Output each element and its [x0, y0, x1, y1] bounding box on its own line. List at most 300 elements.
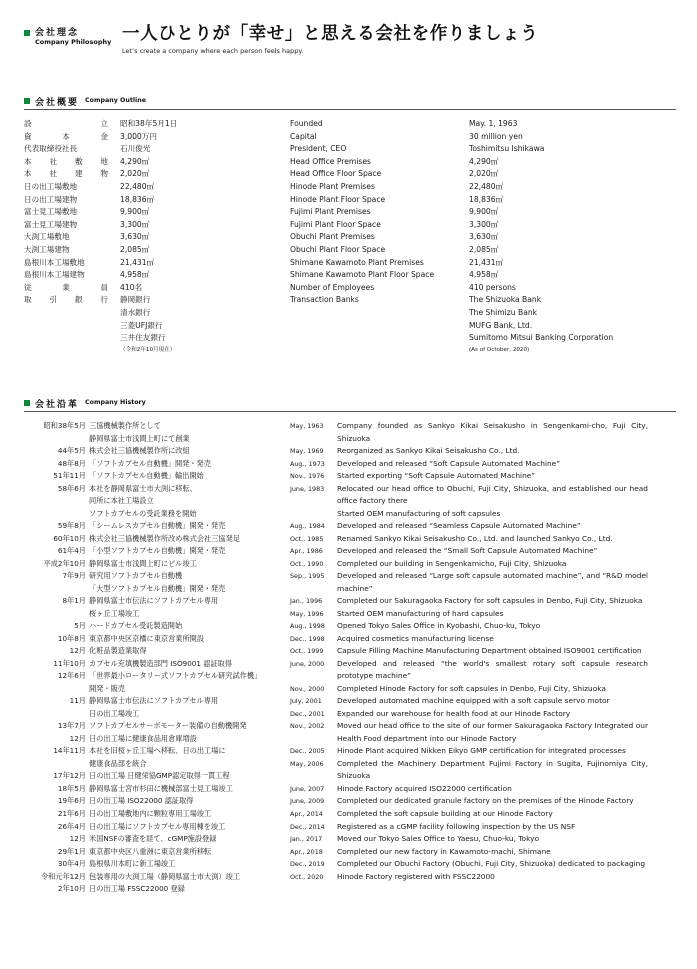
- history-date-en: May, 1963: [290, 422, 324, 430]
- history-date-en: Nov., 1976: [290, 472, 325, 481]
- philosophy-subtitle: Let’s create a company where each person feels happy.: [122, 47, 304, 55]
- history-text-jp: ソフトカプセルの受託業務を開始: [89, 508, 197, 518]
- history-date-jp: 14年11月: [53, 746, 86, 756]
- history-text-jp: 米国NSFの審査を経て、cGMP施設登録: [89, 834, 217, 844]
- history-date-jp: 18年5月: [57, 783, 86, 793]
- history-text-en: Developed and released “Soft Capsule Automated Machine”: [337, 458, 561, 468]
- history-date-jp: 30年4月: [57, 859, 86, 869]
- history-row-en: [290, 695, 690, 708]
- history-row-jp: [24, 583, 286, 596]
- history-row-en: [290, 620, 690, 633]
- history-row-jp: [24, 846, 286, 859]
- outline-label-en: Founded: [290, 119, 323, 128]
- history-row-en: [290, 745, 690, 758]
- outline-row: [24, 206, 674, 219]
- history-text-jp: 日の出工場敷地内に顆粒専用工場竣工: [89, 808, 212, 818]
- history-text-en: Expanded our warehouse for health food at our Hinode Factory: [337, 708, 571, 718]
- history-date-jp: 48年8月: [57, 458, 86, 468]
- history-date-jp: 11月: [69, 696, 86, 706]
- history-list-en: [290, 420, 690, 883]
- history-row-en: [290, 520, 690, 533]
- history-date-en: June, 2000: [290, 659, 325, 668]
- section-divider: [24, 109, 676, 110]
- outline-row: [24, 269, 674, 282]
- outline-row: [24, 257, 674, 270]
- history-row-en: [290, 658, 690, 683]
- outline-label-jp: 大渕工場建物: [24, 244, 70, 254]
- history-text-en: Opened Tokyo Sales Office in Kyobashi, Chuo-ku, Tokyo: [337, 621, 541, 631]
- history-row-en: [290, 846, 690, 859]
- outline-value-en: The Shimizu Bank: [469, 307, 538, 317]
- outline-value-en: 2,020㎡: [469, 169, 499, 179]
- outline-label-jp: 富士見工場敷地: [24, 207, 78, 217]
- history-text-jp: 化粧品製造業取得: [89, 646, 147, 656]
- history-row-jp: [24, 633, 286, 646]
- history-text-jp: 株式会社三協機械製作所に改組: [89, 446, 190, 456]
- outline-row: [24, 118, 674, 131]
- history-date-jp: 8年1月: [62, 596, 86, 606]
- outline-value-jp: 静岡銀行: [120, 295, 151, 305]
- philosophy-section: [18, 22, 697, 72]
- history-row-jp: [24, 470, 286, 483]
- outline-value-en: 2,085㎡: [469, 244, 499, 254]
- history-row-jp: [24, 720, 286, 733]
- outline-value-jp: 清水銀行: [120, 307, 151, 317]
- history-text-jp: 包装専用の大渕工場（静岡県富士市大渕）竣工: [89, 871, 240, 881]
- history-text-jp: 健康食品部を統合: [89, 758, 147, 768]
- history-row-jp: [24, 708, 286, 721]
- philosophy-label-en: Company Philosophy: [35, 38, 112, 46]
- history-row-en: [290, 833, 690, 846]
- history-row-jp: [24, 821, 286, 834]
- history-date-en: Aug., 1998: [290, 622, 325, 631]
- history-text-jp: 日の出工場 日健栄協GMP認定取得一貫工程: [89, 771, 230, 781]
- outline-value-en: 30 million yen: [469, 131, 523, 141]
- history-row-jp: [24, 758, 286, 771]
- history-row-en: [290, 533, 690, 546]
- outline-row: [24, 231, 674, 244]
- history-row-jp: [24, 683, 286, 696]
- outline-label-jp: 設 立: [24, 119, 108, 128]
- history-date-en: June, 2009: [290, 797, 325, 806]
- history-date-jp: 60年10月: [53, 533, 86, 543]
- history-row-jp: [24, 458, 286, 471]
- section-marker-icon: [24, 30, 30, 36]
- history-text-en: Started exporting “Soft Capsule Automated Machine”: [337, 471, 536, 481]
- history-row-jp: [24, 545, 286, 558]
- history-text-en: Developed and released “Large soft capsule automated machine”, and “R&D model machine”: [337, 571, 648, 593]
- history-date-en: Dec., 1998: [290, 634, 325, 643]
- history-row-en: [290, 458, 690, 471]
- outline-row: [24, 244, 674, 257]
- philosophy-label-jp: 会社理念: [35, 28, 80, 38]
- outline-label-jp: 本 社 敷 地: [24, 156, 108, 166]
- history-date-en: May, 1969: [290, 447, 324, 456]
- outline-label-jp: 富士見工場建物: [24, 219, 78, 229]
- outline-value-jp: 2,020㎡: [120, 169, 150, 179]
- history-text-jp: 「世界最小ロータリー式ソフトカプセル研究試作機」: [89, 671, 262, 681]
- history-row-jp: [24, 871, 286, 884]
- outline-value-jp: 石川俊光: [120, 144, 151, 154]
- history-text-jp: カプセル充填機製造部門 ISO9001 認証取得: [89, 658, 232, 668]
- history-date-jp: 昭和38年5月: [43, 421, 86, 430]
- history-text-en: Completed our new factory in Kawamoto-machi, Shimane: [337, 846, 551, 856]
- history-row-en: [290, 795, 690, 808]
- outline-label-jp: 本 社 建 物: [24, 169, 108, 179]
- history-text-jp: 本社を静岡県富士市大渕に移転、: [89, 483, 197, 493]
- outline-value-jp: 3,000万円: [120, 131, 157, 141]
- history-row-jp: [24, 795, 286, 808]
- history-text-en: Registered as a cGMP facility following inspection by the US NSF: [337, 821, 576, 831]
- history-text-en: Moved our head office to the site of our former Sakuragaoka Factory Integrated our Health Food department into our Hinode Factory: [337, 721, 648, 743]
- history-text-en: Developed and released “the world's smallest rotary soft capsule research prototype machine”: [337, 658, 648, 681]
- outline-label-en: Shimane Kawamoto Plant Premises: [290, 257, 424, 267]
- outline-note-en: (As of October, 2020): [469, 346, 530, 353]
- history-text-en: Renamed Sankyo Kikai Seisakusho Co., Ltd. and launched Sankyo Co., Ltd.: [337, 533, 613, 543]
- outline-value-jp: 410名: [120, 282, 143, 292]
- outline-heading: [24, 95, 676, 111]
- outline-value-en: 22,480㎡: [469, 181, 504, 191]
- history-date-jp: 59年8月: [57, 521, 86, 531]
- history-text-en: Completed the soft capsule building at our Hinode Factory: [337, 808, 553, 818]
- history-row-jp: [24, 833, 286, 846]
- history-text-jp: 日の出工場にソフトカプセル専用棟を竣工: [89, 821, 226, 831]
- history-row-jp: [24, 783, 286, 796]
- outline-label-jp: 従 業 員: [24, 282, 108, 292]
- history-date-en: Sep., 1995: [290, 572, 325, 581]
- history-text-en: Reorganized as Sankyo Kikai Seisakusho Co., Ltd.: [337, 446, 520, 456]
- outline-label-jp: 代表取締役社長: [24, 144, 78, 154]
- history-date-en: Dec., 2019: [290, 860, 325, 869]
- history-row-jp: [24, 808, 286, 821]
- history-row-jp: [24, 858, 286, 871]
- history-row-en: [290, 558, 690, 571]
- history-text-en: Company founded as Sankyo Kikai Seisakusho in Sengenkami-cho, Fuji City, Shizuoka: [337, 421, 648, 443]
- outline-value-en: 9,900㎡: [469, 207, 499, 217]
- history-date-jp: 58年6月: [57, 483, 86, 493]
- history-date-en: Dec., 2005: [290, 747, 325, 756]
- history-row-jp: [24, 670, 286, 683]
- history-date-jp: 11年10月: [53, 658, 86, 668]
- outline-value-en: 4,958㎡: [469, 270, 499, 280]
- history-text-jp: 東京都中央区八重洲に東京営業所移転: [89, 846, 212, 856]
- history-text-jp: 開発・販売: [89, 683, 125, 693]
- history-date-en: Nov., 2000: [290, 684, 325, 693]
- outline-row: [24, 219, 674, 232]
- outline-label-en: Obuchi Plant Premises: [290, 232, 375, 242]
- history-row-en: [290, 720, 690, 745]
- outline-value-jp: 9,900㎡: [120, 207, 150, 217]
- outline-label-en: Capital: [290, 131, 317, 141]
- history-text-jp: 日の出工場 FSSC22000 登録: [89, 884, 185, 894]
- history-text-jp: 島根県川本町に新工場竣工: [89, 859, 176, 869]
- history-date-jp: 令和元年12月: [40, 871, 86, 881]
- outline-row: [24, 143, 674, 156]
- history-text-en: Completed Hinode Factory for soft capsules in Denbo, Fuji City, Shizuoka: [337, 683, 606, 693]
- outline-label-en: Fujimi Plant Premises: [290, 207, 371, 217]
- history-text-jp: 同所に本社工場設立: [89, 496, 154, 506]
- history-row-jp: [24, 620, 286, 633]
- history-date-en: Aug., 1973: [290, 459, 325, 468]
- history-text-en: Hinode Factory registered with FSSC22000: [337, 871, 495, 881]
- outline-row: [24, 181, 674, 194]
- history-row-jp: [24, 445, 286, 458]
- history-date-en: Oct., 1985: [290, 534, 324, 543]
- outline-label-en: Number of Employees: [290, 282, 375, 292]
- history-row-en: [290, 508, 690, 521]
- history-row-en: [290, 645, 690, 658]
- history-text-en: Started OEM manufacturing of hard capsules: [337, 608, 504, 618]
- outline-value-jp: 4,290㎡: [120, 156, 150, 166]
- outline-row: [24, 156, 674, 169]
- history-text-en: Moved our Tokyo Sales Office to Yaesu, Chuo-ku, Tokyo: [337, 834, 539, 844]
- outline-row: [24, 282, 674, 295]
- history-row-jp: [24, 608, 286, 621]
- outline-value-jp: 22,480㎡: [120, 181, 155, 191]
- history-text-jp: 静岡県富士宮市杉田に機械部富士見工場竣工: [89, 783, 233, 793]
- outline-row: [24, 131, 674, 144]
- history-text-jp: 静岡県富士市伝法にソフトカプセル専用: [89, 596, 219, 606]
- history-row-en: [290, 758, 690, 783]
- history-date-jp: 26年4月: [57, 821, 86, 831]
- history-text-en: Completed our dedicated granule factory on the premises of the Hinode Factory: [337, 796, 634, 806]
- outline-value-jp: 三井住友銀行: [120, 333, 166, 343]
- history-text-jp: 「ソフトカプセル自動機」開発・発売: [89, 458, 211, 468]
- history-row-en: [290, 483, 690, 508]
- history-date-jp: 12月: [69, 733, 86, 743]
- history-date-en: Aug., 1984: [290, 522, 325, 531]
- history-row-en: [290, 420, 690, 445]
- outline-value-en: 3,300㎡: [469, 219, 499, 229]
- history-text-jp: 桜ヶ丘工場竣工: [89, 608, 140, 618]
- history-date-jp: 21年6月: [57, 808, 86, 818]
- history-row-en: [290, 608, 690, 621]
- history-date-en: Apr., 2014: [290, 809, 323, 818]
- history-text-jp: 日の出工場竣工: [89, 708, 140, 718]
- history-row-jp: [24, 645, 286, 658]
- history-date-en: Dec., 2014: [290, 822, 325, 831]
- history-text-en: Developed and released “Seamless Capsule Automated Machine”: [337, 521, 581, 531]
- history-date-en: Nov., 2002: [290, 722, 325, 731]
- history-text-en: Completed our Obuchi Factory (Obuchi, Fuji City, Shizuoka) dedicated to packaging: [337, 859, 646, 869]
- history-date-en: Apr., 2018: [290, 847, 323, 856]
- history-row-en: [290, 445, 690, 458]
- history-text-en: Acquired cosmetics manufacturing license: [337, 633, 494, 643]
- history-text-jp: 「ソフトカプセル自動機」輸出開始: [89, 471, 204, 481]
- history-row-jp: [24, 595, 286, 608]
- history-text-en: Completed our Sakuragaoka Factory for soft capsules in Denbo, Fuji City, Shizuoka: [337, 596, 643, 606]
- history-row-jp: [24, 745, 286, 758]
- outline-value-jp: 4,958㎡: [120, 270, 150, 280]
- history-heading-en: Company History: [85, 399, 146, 406]
- history-row-jp: [24, 533, 286, 546]
- history-text-jp: 東京都中央区京橋に東京営業所開設: [89, 633, 205, 643]
- history-row-en: [290, 871, 690, 884]
- history-text-en: Completed our building in Sengenkamicho, Fuji City, Shizuoka: [337, 558, 567, 568]
- history-row-en: [290, 708, 690, 721]
- section-divider: [24, 411, 676, 412]
- outline-label-en: Head Office Floor Space: [290, 169, 382, 179]
- outline-label-en: Shimane Kawamoto Plant Floor Space: [290, 270, 435, 280]
- outline-row: [24, 320, 674, 333]
- history-text-jp: 三協機械製作所として: [89, 421, 161, 430]
- outline-label-en: Fujimi Plant Floor Space: [290, 219, 381, 229]
- history-text-en: Completed the Machinery Department Fujimi Factory in Sugita, Fujinomiya City, Shizuoka: [337, 758, 648, 781]
- history-date-en: May, 2006: [290, 759, 324, 768]
- history-row-en: [290, 595, 690, 608]
- history-text-jp: 静岡県富士市伝法にソフトカプセル専用: [89, 696, 219, 706]
- outline-value-en: 3,630㎡: [469, 232, 499, 242]
- history-row-jp: [24, 420, 286, 433]
- outline-value-jp: 21,431㎡: [120, 257, 155, 267]
- history-row-en: [290, 683, 690, 696]
- section-marker-icon: [24, 400, 30, 406]
- history-date-jp: 12月: [69, 646, 86, 656]
- outline-row: [24, 168, 674, 181]
- history-text-jp: ハードカプセル受託製造開始: [89, 621, 183, 631]
- history-row-jp: [24, 883, 286, 896]
- outline-value-en: 410 persons: [469, 282, 516, 292]
- outline-value-jp: 三菱UFJ銀行: [120, 320, 163, 330]
- history-row-en: [290, 545, 690, 558]
- history-date-en: July, 2001: [290, 697, 322, 706]
- history-date-jp: 19年6月: [57, 796, 86, 806]
- history-text-jp: 静岡県富士市浅間上町にビル竣工: [89, 558, 197, 568]
- history-date-jp: 61年4月: [57, 546, 86, 556]
- outline-value-en: Toshimitsu Ishikawa: [469, 144, 545, 154]
- outline-value-jp: 昭和38年5月1日: [120, 119, 178, 128]
- history-text-jp: 「大型ソフトカプセル自動機」開発・発売: [89, 583, 226, 593]
- outline-value-en: The Shizuoka Bank: [469, 295, 542, 305]
- outline-value-en: May. 1, 1963: [469, 119, 518, 128]
- outline-value-jp: 3,300㎡: [120, 219, 150, 229]
- history-text-jp: 研究用ソフトカプセル自動機: [89, 571, 183, 581]
- history-row-jp: [24, 695, 286, 708]
- history-row-en: [290, 470, 690, 483]
- outline-label-en: Hinode Plant Floor Space: [290, 194, 386, 204]
- history-date-en: June, 1983: [290, 484, 325, 493]
- history-date-jp: 2年10月: [57, 884, 86, 894]
- outline-row: [24, 194, 674, 207]
- outline-label-jp: 島根川本工場建物: [24, 270, 85, 280]
- history-date-en: Dec., 2001: [290, 709, 325, 718]
- outline-value-jp: 18,836㎡: [120, 194, 155, 204]
- outline-label-jp: 取 引 銀 行: [24, 295, 108, 305]
- outline-row: [24, 307, 674, 320]
- outline-value-jp: 3,630㎡: [120, 232, 150, 242]
- history-row-en: [290, 808, 690, 821]
- history-row-jp: [24, 770, 286, 783]
- outline-note: [24, 345, 674, 356]
- history-date-jp: 7年9月: [62, 571, 86, 581]
- history-date-en: Jan., 2017: [290, 835, 323, 844]
- history-row-en: [290, 783, 690, 796]
- history-text-en: Developed and released the “Small Soft Capsule Automated Machine”: [337, 546, 598, 556]
- history-text-jp: 「シームレスカプセル自動機」開発・発売: [89, 521, 226, 531]
- history-text-jp: 本社を旧桜ヶ丘工場へ移転、日の出工場に: [89, 746, 226, 756]
- section-marker-icon: [24, 98, 30, 104]
- history-heading-jp: 会社沿革: [35, 400, 80, 410]
- philosophy-title: 一人ひとりが「幸せ」と思える会社を作りましょう: [122, 24, 539, 44]
- history-date-jp: 17年12月: [53, 771, 86, 781]
- outline-value-jp: 2,085㎡: [120, 244, 150, 254]
- history-date-en: Oct., 2020: [290, 872, 324, 881]
- history-row-jp: [24, 733, 286, 746]
- company-outline-table: [24, 118, 674, 356]
- history-text-en: Developed automated machine equipped with a soft capsule servo motor: [337, 696, 610, 706]
- history-row-jp: [24, 558, 286, 571]
- history-row-jp: [24, 483, 286, 496]
- history-row-en: [290, 633, 690, 646]
- history-text-en: Started OEM manufacturing of soft capsules: [337, 508, 501, 518]
- outline-label-en: Obuchi Plant Floor Space: [290, 244, 386, 254]
- history-text-jp: 株式会社三協機械製作所改め株式会社三協発足: [89, 533, 240, 543]
- outline-heading-jp: 会社概要: [35, 98, 80, 108]
- history-date-jp: 29年1月: [57, 846, 86, 856]
- history-row-en: [290, 821, 690, 834]
- history-heading: [24, 397, 676, 413]
- outline-value-en: 4,290㎡: [469, 156, 499, 166]
- history-row-en: [290, 858, 690, 871]
- outline-row: [24, 332, 674, 345]
- history-row-jp: [24, 508, 286, 521]
- history-row-jp: [24, 520, 286, 533]
- outline-label-en: Hinode Plant Premises: [290, 181, 375, 191]
- outline-value-en: 21,431㎡: [469, 257, 504, 267]
- outline-label-en: Transaction Banks: [290, 295, 359, 305]
- history-row-en: [290, 570, 690, 595]
- history-date-jp: 12年6月: [57, 671, 86, 681]
- outline-value-en: Sumitomo Mitsui Banking Corporation: [469, 333, 614, 343]
- outline-label-en: Head Office Premises: [290, 156, 372, 166]
- outline-label-jp: 資 本 金: [24, 131, 108, 141]
- outline-label-jp: 日の出工場建物: [24, 194, 78, 204]
- history-text-jp: 日の出工場 ISO22000 認証取得: [89, 796, 194, 806]
- history-date-jp: 5月: [74, 621, 86, 631]
- history-text-en: Hinode Plant acquired Nikken Eikyo GMP certification for integrated processes: [337, 746, 626, 756]
- history-row-jp: [24, 658, 286, 671]
- history-date-jp: 13年7月: [57, 721, 86, 731]
- history-date-en: May, 1996: [290, 609, 324, 618]
- outline-label-jp: 大渕工場敷地: [24, 232, 70, 242]
- outline-label-en: President, CEO: [290, 144, 347, 154]
- history-text-jp: 日の出工場に健康食品用倉庫増設: [89, 733, 197, 743]
- history-date-en: Apr., 1986: [290, 547, 323, 556]
- history-date-jp: 12月: [69, 834, 86, 844]
- history-date-en: [290, 508, 337, 521]
- history-date-jp: 10年8月: [57, 633, 86, 643]
- outline-value-en: MUFG Bank, Ltd.: [469, 320, 533, 330]
- history-date-jp: 51年11月: [53, 471, 86, 481]
- history-date-jp: 平成2年10月: [43, 558, 86, 568]
- history-list-jp: [24, 420, 286, 896]
- outline-heading-en: Company Outline: [85, 97, 146, 104]
- history-row-jp: [24, 495, 286, 508]
- history-text-jp: 「小型ソフトカプセル自動機」開発・発売: [89, 546, 226, 556]
- history-text-en: Capsule Filling Machine Manufacturing Department obtained ISO9001 certification: [337, 646, 642, 656]
- history-text-jp: 静岡県富士市浅間上町にて創業: [89, 433, 190, 443]
- outline-note-jp: （令和2年10月現在）: [120, 346, 176, 353]
- history-date-jp: 44年5月: [57, 446, 86, 456]
- history-text-en: Hinode Factory acquired ISO22000 certification: [337, 783, 512, 793]
- history-date-en: Jan., 1996: [290, 597, 323, 606]
- history-text-jp: ソフトカプセルサーボモーター装備の自動機開発: [89, 721, 247, 731]
- outline-label-jp: 日の出工場敷地: [24, 181, 78, 191]
- outline-row: [24, 294, 674, 307]
- history-row-jp: [24, 433, 286, 446]
- history-text-en: Relocated our head office to Obuchi, Fuji City, Shizuoka, and established our head office factory there: [337, 483, 648, 506]
- history-date-en: Oct., 1999: [290, 647, 324, 656]
